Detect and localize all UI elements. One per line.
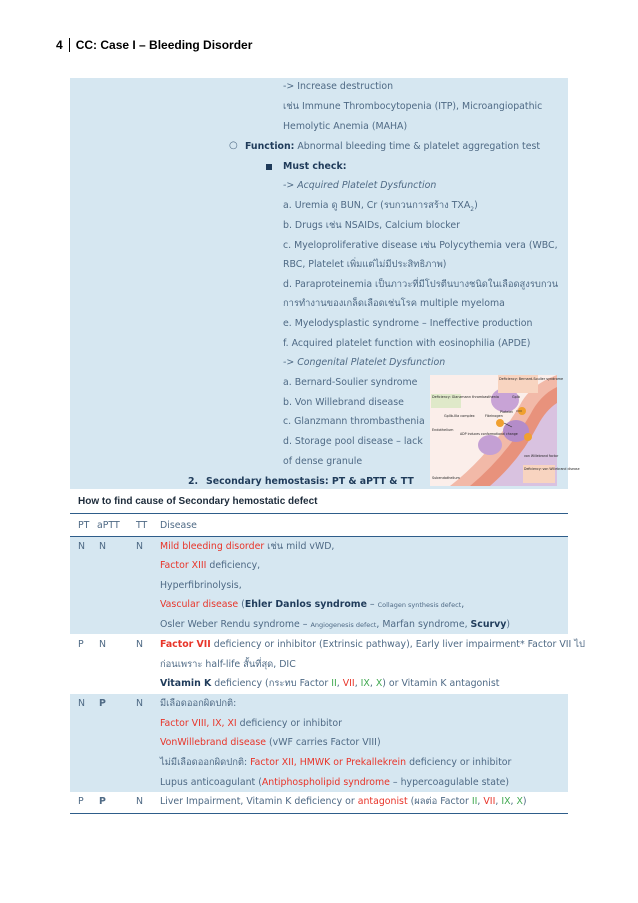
page-number: 4 <box>56 38 63 52</box>
text-part: , Marfan syndrome, <box>376 619 471 630</box>
text-part: IX <box>501 796 511 807</box>
text-part: II <box>471 796 478 807</box>
text-part: , <box>354 678 361 689</box>
text-line <box>283 200 478 216</box>
cell-pt: N <box>78 541 86 552</box>
section-number: 2. <box>188 476 199 487</box>
section-heading: Secondary hemostasis: PT & aPTT & TT <box>206 476 414 487</box>
header-divider <box>69 38 70 52</box>
col-header-pt: PT <box>78 520 90 531</box>
text-part: Factor XII, HMWK or Prekallekrein <box>250 757 407 768</box>
text-part: Osler Weber Rendu syndrome – <box>160 619 311 630</box>
text-part: – <box>366 599 378 610</box>
text-part: VII <box>342 678 355 689</box>
text-part: II <box>331 678 337 689</box>
text-part: – hypercoagulable state) <box>389 777 510 788</box>
figure-illustration <box>430 375 580 486</box>
text-line <box>245 141 540 153</box>
text-line: a. Bernard-Soulier syndrome <box>283 377 418 388</box>
text-part: VII <box>483 796 496 807</box>
col-header-disease: Disease <box>160 520 197 531</box>
text-part: , <box>510 796 517 807</box>
text-part: ( <box>238 599 245 610</box>
platelet-adhesion-figure <box>430 375 580 486</box>
text-part: Collagen synthesis defect <box>377 601 462 609</box>
fig-label-gpib: GpIb <box>512 395 520 399</box>
col-header-aptt: aPTT <box>97 520 120 531</box>
cell-tt: N <box>136 698 144 709</box>
text-part: Mild bleeding disorder <box>160 541 265 552</box>
text-part: ) <box>506 619 511 630</box>
text-line: d. Storage pool disease – lack <box>283 436 423 447</box>
text-line: e. Myelodysplastic syndrome – Ineffective production <box>283 318 533 329</box>
text-line: -> Increase destruction <box>283 81 394 92</box>
text-part: , <box>369 678 376 689</box>
cell-aptt: P <box>99 698 106 709</box>
cell-aptt: N <box>99 541 107 552</box>
text-part: VonWillebrand disease <box>160 737 267 748</box>
function-label: Function: <box>245 141 295 152</box>
text-part: Angiogenesis defect <box>310 621 377 629</box>
cell-disease-line: Hyperfibrinolysis, <box>160 580 242 591</box>
cell-disease-line: ก่อนเพราะ half-life สั้นที่สุด, DIC <box>160 659 296 670</box>
text-line: -> Congenital Platelet Dysfunction <box>283 357 446 368</box>
fig-label-gpiib: GpIIb-IIIa complex <box>444 414 475 418</box>
cell-disease-line <box>160 737 381 749</box>
fig-label-vwf: von Willebrand factor <box>524 454 559 458</box>
must-check-label: Must check: <box>283 161 347 172</box>
text-part: , <box>495 796 502 807</box>
cell-aptt: P <box>99 796 106 807</box>
text-part: Antiphospholipid syndrome <box>261 777 390 788</box>
text-line: d. Paraproteinemia เป็นภาวะที่มีโปรตีนบางชนิดในเลือดสูงรบกวน <box>283 279 559 290</box>
text-part: Vascular disease <box>160 599 239 610</box>
fig-label-endothelium: Endothelium <box>432 428 454 432</box>
fig-label-subendothelium: Subendothelium <box>432 476 460 480</box>
cell-disease-line <box>160 757 511 769</box>
text-part: deficiency, <box>206 560 261 571</box>
text-part: X <box>375 678 383 689</box>
function-text: Abnormal bleeding time & platelet aggregation test <box>294 141 541 152</box>
cell-disease-line <box>160 541 334 553</box>
cell-pt: P <box>78 639 84 650</box>
cell-disease-line <box>160 599 464 611</box>
text-part: ไม่มีเลือดออกผิดปกติ: <box>160 757 251 768</box>
table-top-rule <box>70 513 568 514</box>
cell-disease-line <box>160 718 342 730</box>
cell-disease-line <box>160 678 499 690</box>
text-part: (vWF carries Factor VIII) <box>266 737 381 748</box>
fig-label-glanzmann: Deficiency: Glanzmann thrombasthenia <box>432 395 499 399</box>
text-part: Scurvy <box>470 619 507 630</box>
cell-disease-line <box>160 619 510 631</box>
cell-disease-line <box>160 639 585 651</box>
text-part: Factor VIII, IX, XI <box>160 718 237 729</box>
text-part: ) <box>474 200 478 211</box>
text-part: a. Uremia ดู BUN, Cr (รบกวนการสร้าง TXA <box>283 200 471 211</box>
text-line: c. Glanzmann thrombasthenia <box>283 416 425 427</box>
subscript: 2 <box>470 205 475 213</box>
fig-label-fibrinogen: Fibrinogen <box>485 414 503 418</box>
text-part: Liver Impairment, Vitamin K deficiency or <box>160 796 358 807</box>
text-part: IX <box>360 678 370 689</box>
text-line: f. Acquired platelet function with eosinophilia (APDE) <box>283 338 531 349</box>
text-line: b. Von Willebrand disease <box>283 397 404 408</box>
cell-disease-line <box>160 777 509 789</box>
col-header-tt: TT <box>136 520 148 531</box>
text-part: deficiency or inhibitor (Extrinsic pathway), Early liver impairment* Factor VII ไป <box>210 639 585 650</box>
text-part: ) or Vitamin K antagonist <box>382 678 500 689</box>
text-part: Factor XIII <box>160 560 207 571</box>
page-title: CC: Case I – Bleeding Disorder <box>75 38 253 52</box>
cell-tt: N <box>136 639 144 650</box>
text-part: Vitamin K <box>160 678 212 689</box>
text-line: เช่น Immune Thrombocytopenia (ITP), Microangiopathic <box>283 101 543 112</box>
cell-disease-line <box>160 796 527 808</box>
text-part: deficiency or inhibitor <box>236 718 342 729</box>
text-part: X <box>516 796 523 807</box>
circle-bullet-icon: ○ <box>229 140 238 151</box>
table-bottom-rule <box>70 813 568 814</box>
page-header <box>56 38 252 52</box>
text-part: Factor VII <box>160 639 211 650</box>
square-bullet-icon <box>266 164 272 170</box>
text-line: การทำงานของเกล็ดเลือดเช่นโรค multiple myeloma <box>283 298 505 309</box>
text-part: , <box>461 599 465 610</box>
text-line: Hemolytic Anemia (MAHA) <box>283 121 408 132</box>
text-part: ) <box>522 796 527 807</box>
text-part: (ผลต่อ Factor <box>407 796 472 807</box>
text-line: of dense granule <box>283 456 363 467</box>
cell-tt: N <box>136 541 144 552</box>
text-part: deficiency or inhibitor <box>406 757 512 768</box>
text-part: Ehler Danlos syndrome <box>244 599 367 610</box>
text-line: c. Myeloproliferative disease เช่น Polycythemia vera (WBC, <box>283 240 558 251</box>
text-line: -> Acquired Platelet Dysfunction <box>283 180 437 191</box>
fig-label-vwd: Deficiency: von Willebrand disease <box>524 467 580 471</box>
text-part: , <box>477 796 484 807</box>
text-part: , <box>336 678 343 689</box>
cell-disease-line: มีเลือดออกผิดปกติ: <box>160 698 237 709</box>
text-line: b. Drugs เช่น NSAIDs, Calcium blocker <box>283 220 460 231</box>
cell-pt: N <box>78 698 86 709</box>
cell-tt: N <box>136 796 144 807</box>
cell-disease-line <box>160 560 260 572</box>
text-part: antagonist <box>357 796 408 807</box>
table-title: How to find cause of Secondary hemostatic defect <box>78 496 318 507</box>
fig-label-bernard: Deficiency: Bernard-Soulier syndrome <box>499 377 564 381</box>
text-part: Lupus anticoagulant ( <box>160 777 262 788</box>
text-part: เช่น mild vWD, <box>264 541 335 552</box>
text-part: deficiency (กระทบ Factor <box>211 678 332 689</box>
cell-pt: P <box>78 796 84 807</box>
text-line: RBC, Platelet เพิ่มแต่ไม่มีประสิทธิภาพ) <box>283 259 447 270</box>
fig-label-adp: ADP induces conformational change <box>460 432 518 436</box>
cell-aptt: N <box>99 639 107 650</box>
fig-label-platelet: Platelet <box>500 410 513 414</box>
